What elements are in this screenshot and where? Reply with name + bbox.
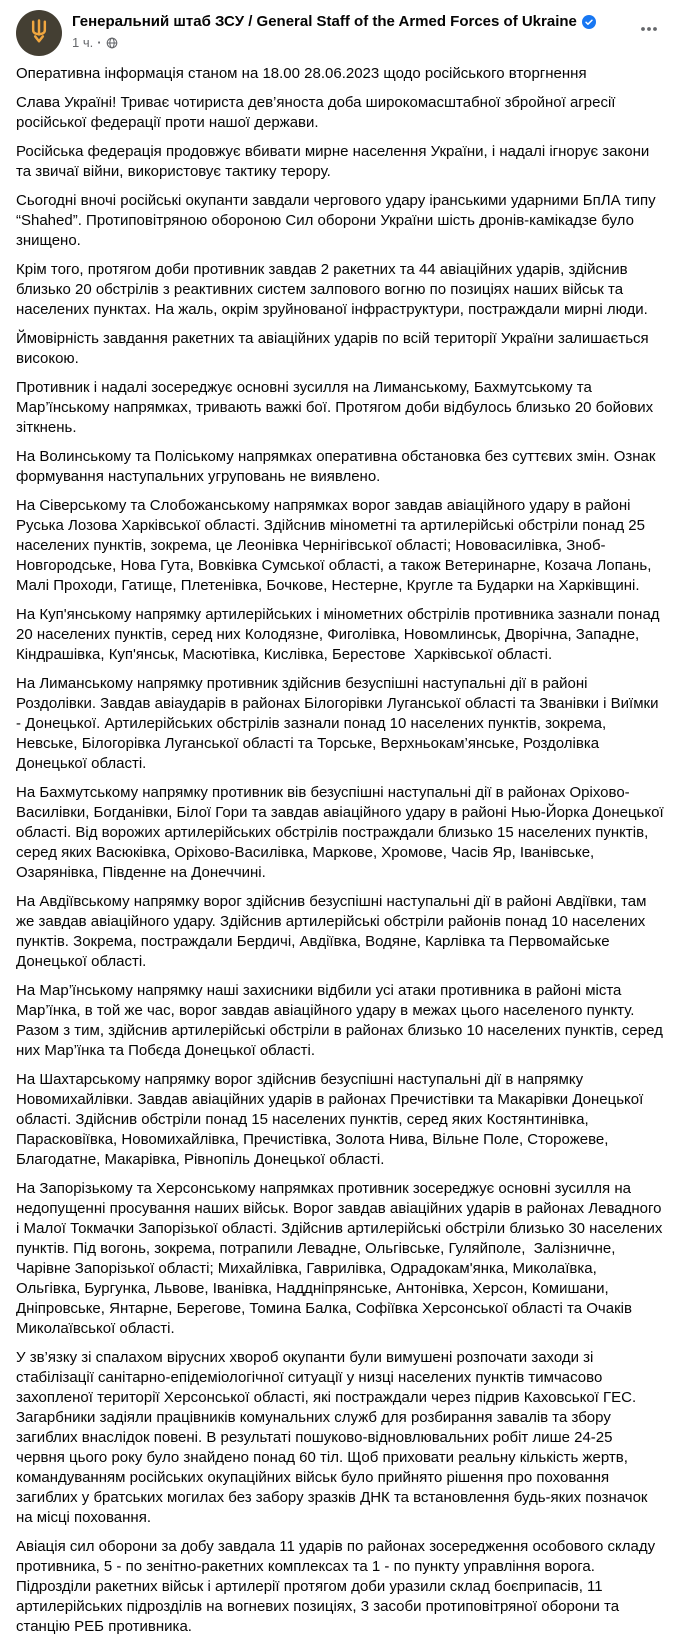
page-avatar[interactable] bbox=[16, 10, 62, 56]
post-header bbox=[0, 0, 681, 56]
post-paragraph: Слава Україні! Триває чотириста дев’яноста доба широкомасштабної збройної агресії російської федерації проти нашої держави. bbox=[16, 94, 620, 131]
post-paragraph: Авіація сил оборони за добу завдала 11 ударів по районах зосередження особового складу противника, 5 - по зенітно-ракетних комплексах та 1 - по пункту управління ворога. Підрозділи ракетних військ і артилерії протягом доби уразили склад боєприпасів, 11 артилерійських підрозділів на вогневих позиціях, 3 засоби протиповітряної оборони та станцію РЕБ противника. bbox=[16, 1538, 660, 1635]
post-timestamp[interactable]: 1 ч. bbox=[72, 35, 94, 50]
globe-public-icon bbox=[106, 37, 118, 49]
post-paragraph: На Мар’їнському напрямку наші захисники відбили усі атаки противника в районі міста Мар’їнка, в той же час, ворог завдав авіаційного удару в межах цього населеного пункту. Разом з тим, здійснив артилерійські обстріли в районах близько 10 населених пунктів, серед них Мар’їнка та Побєда Донецької області. bbox=[16, 982, 668, 1059]
post-paragraph: Оперативна інформація станом на 18.00 28.06.2023 щодо російського вторгнення bbox=[16, 65, 587, 82]
post-paragraph: На Сіверському та Слобожанському напрямках ворог завдав авіаційного удару в районі Руська Лозова Харківської області. Здійснив мінометні та артилерійські обстріли понад 25 населених пунктів, зокрема, це Леонівка Чернігівської області; Нововасилівка, Зноб-Новгородське, Нова Гута, Вовківка Сумської області, а також Ветеринарне, Козача Лопань, Малі Проходи, Гатище, Плетенівка, Бочкове, Нестерне, Кругле та Бударки на Харківщині. bbox=[16, 497, 656, 594]
post-paragraph: Противник і надалі зосереджує основні зусилля на Лиманському, Бахмутському та Мар’їнському напрямках, тривають важкі бої. Протягом доби відбулось близько 20 бойових зіткнень. bbox=[16, 379, 658, 436]
page-name-link[interactable]: Генеральний штаб ЗСУ / General Staff of the Armed Forces of Ukraine bbox=[72, 13, 577, 30]
post-paragraph: На Бахмутському напрямку противник вів безуспішні наступальні дії в районах Оріхово-Василівки, Богданівки, Білої Гори та завдав авіаційного удару в районі Нью-Йорка Донецької області. Від ворожих артилерійських обстрілів постраждали близько 15 населених пунктів, серед яких Васюківка, Оріхово-Василівка, Маркове, Хромове, Часів Яр, Іванівське, Озарянівка, Південне на Донеччині. bbox=[16, 784, 668, 881]
post-paragraph: На Запорізькому та Херсонському напрямках противник зосереджує основні зусилля на недопущенні просування наших військ. Ворог завдав авіаційних ударів в районах Левадного і Малої Токмачки Запорізької області. Здійснив артилерійські обстріли близько 30 населених пунктів. Під вогонь, зокрема, потрапили Левадне, Ольгівське, Гуляйполе, Залізничне, Чарівне Запорізької області; Михайлівка, Гаврилівка, Одрадокам'янка, Миколаївка, Ольгівка, Бургунка, Львове, Іванівка, Наддніпрянське, Антонівка, Херсон, Комишани, Дніпровське, Янтарне, Берегове, Томина Балка, Софіївка Херсонської області та Очаків Миколаївської області. bbox=[16, 1180, 667, 1337]
post-paragraph: На Авдіївському напрямку ворог здійснив безуспішні наступальні дії в районі Авдіївки, там же завдав авіаційного удару. Здійснив артилерійські обстріли районів понад 10 населених пунктів. Зокрема, постраждали Бердичі, Авдіївка, Водяне, Карлівка та Первомайське Донецької області. bbox=[16, 893, 651, 970]
post-paragraph: Російська федерація продовжує вбивати мирне населення України, і надалі ігнорує закони та звичаї війни, використовує тактику терору. bbox=[16, 143, 654, 180]
post-paragraph: На Куп'янському напрямку артилерійських і мінометних обстрілів противника зазнали понад 20 населених пунктів, серед них Колодязне, Фиголівка, Новомлинськ, Дворічна, Западне, Кіндрашівка, Куп'янськ, Масютівка, Кислівка, Берестове Харківської області. bbox=[16, 606, 664, 663]
verified-badge-icon bbox=[582, 15, 596, 29]
post-options-button[interactable] bbox=[633, 14, 665, 46]
three-dots-menu-icon bbox=[639, 19, 659, 42]
header-info bbox=[72, 10, 633, 51]
post-paragraph: У зв’язку зі спалахом вірусних хвороб окупанти були вимушені розпочати заходи зі стабілізації санітарно-епідеміологічної ситуації у низці населених пунктів тимчасово захопленої території Херсонської області, які постраждали через підрив Каховської ГЕС. Загарбники задіяли працівників комунальних служб для розбирання завалів та збору загиблих внаслідок повені. В результаті пошуково-відновлювальних робіт лише 24-25 червня цього року було знайдено понад 60 тіл. Щоб приховати реальну кількість жертв, командуванням російських окупаційних військ було прийнято рішення про поховання загиблих у братських могилах без забору зразків ДНК та встановлення будь-яких позначок на місці поховання. bbox=[16, 1349, 652, 1526]
post-paragraph: Крім того, протягом доби противник завдав 2 ракетних та 44 авіаційних ударів, здійснив близько 20 обстрілів з реактивних систем залпового вогню по позиціях наших військ та населених пунктах. На жаль, окрім зруйнованої інфраструктури, постраждали мирні люди. bbox=[16, 261, 648, 318]
post-meta-row bbox=[72, 35, 633, 51]
meta-separator: · bbox=[97, 35, 102, 50]
post-paragraph: На Шахтарському напрямку ворог здійснив безуспішні наступальні дії в напрямку Новомихайлівки. Завдав авіаційних ударів в районах Пречистівки та Макарівки Донецької області. Здійснив обстріли понад 15 населених пунктів, серед яких Костянтинівка, Парасковіївка, Новомихайлівка, Пречистівка, Золота Нива, Вільне Поле, Сторожеве, Благодатне, Макарівка, Рівнопіль Донецької області. bbox=[16, 1071, 648, 1168]
post-text-body bbox=[0, 56, 681, 1637]
post-paragraph: Ймовірність завдання ракетних та авіаційних ударів по всій території України залишається високою. bbox=[16, 330, 653, 367]
post-paragraph: На Лиманському напрямку противник здійснив безуспішні наступальні дії в районі Роздолівки. Завдав авіаударів в районах Білогорівки Луганської області та Званівки і Виїмки - Донецької. Артилерійських обстрілів зазнали понад 10 населених пунктів, зокрема, Невське, Білогорівка Луганської області та Торське, Верхньокам’янське, Роздолівка Донецької області. bbox=[16, 675, 663, 772]
post-paragraph: Сьогодні вночі російські окупанти завдали чергового удару іранськими ударними БпЛА типу “Shahed”. Протиповітряною обороною Сил оборони України шість дронів-камікадзе було знищено. bbox=[16, 192, 660, 249]
page-name-row bbox=[72, 12, 633, 32]
trident-emblem-icon bbox=[25, 17, 53, 50]
post-paragraph: На Волинському та Поліському напрямках оперативна обстановка без суттєвих змін. Ознак формування наступальних угруповань не виявлено. bbox=[16, 448, 660, 485]
